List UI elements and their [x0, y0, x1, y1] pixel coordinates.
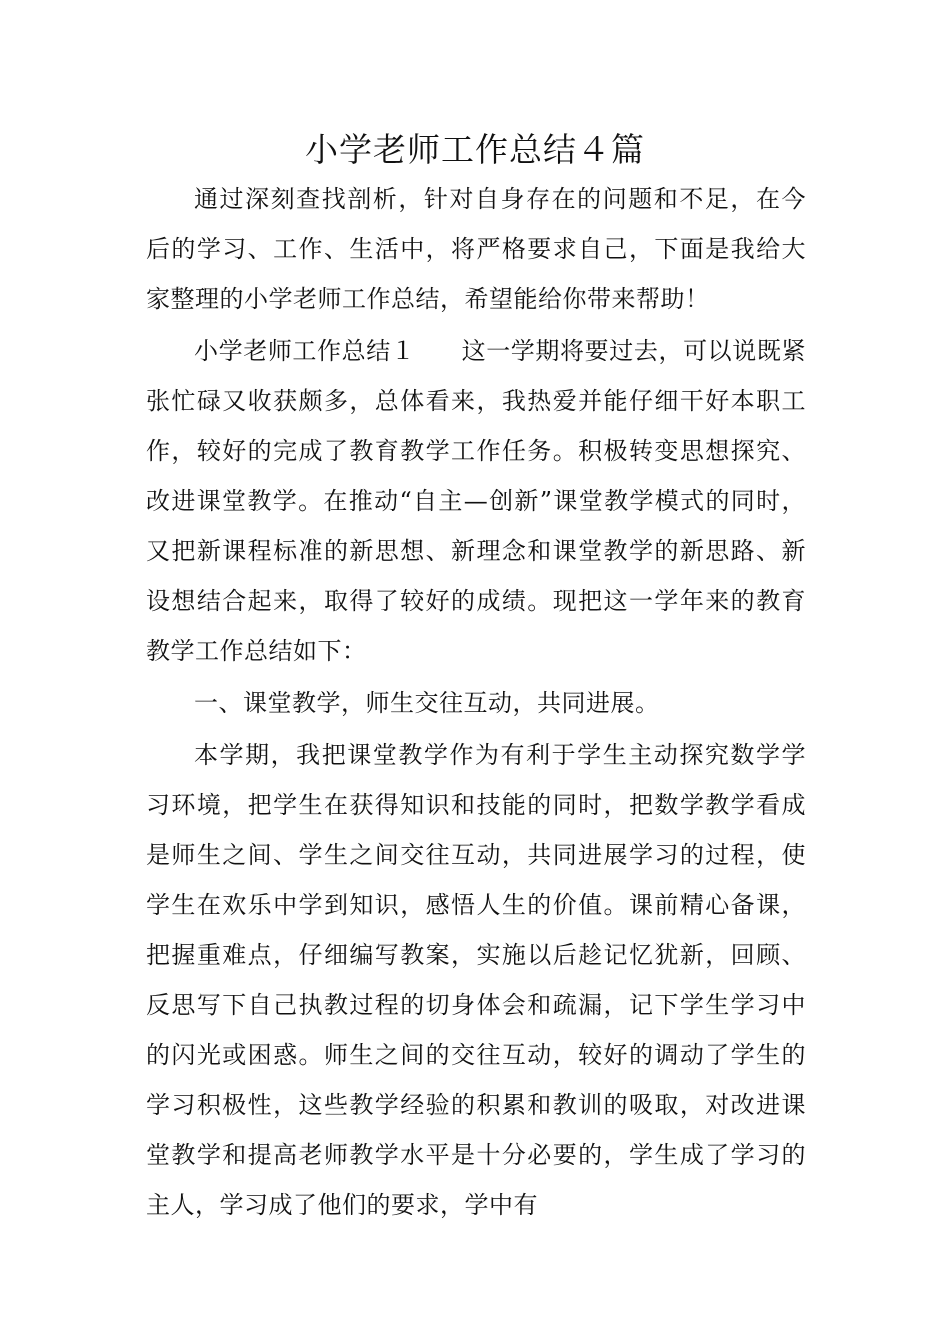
point-1-paragraph: 本学期，我把课堂教学作为有利于学生主动探究数学学习环境，把学生在获得知识和技能的同时，把数学教学看成是师生之间、学生之间交往互动，共同进展学习的过程，使学生在欢乐中学到知识，感悟人生的价值。课前精心备课，把握重难点，仔细编写教案，实施以后趁记忆犹新，回顾、反思写下自己执教过程的切身体会和疏漏，记下学生学习中的闪光或困惑。师生之间的交往互动，较好的调动了学生的学习积极性，这些教学经验的积累和教训的吸取，对改进课堂教学和提高老师教学水平是十分必要的，学生成了学习的主人，学习成了他们的要求，学中有 — [146, 741, 806, 1219]
intro-paragraph: 通过深刻查找剖析，针对自身存在的问题和不足，在今后的学习、工作、生活中，将严格要求自己，下面是我给大家整理的小学老师工作总结，希望能给你带来帮助！ — [146, 185, 806, 313]
point-1-heading: 一、课堂教学，师生交往互动，共同进展。 — [194, 689, 660, 717]
document-title: 小学老师工作总结４篇 — [305, 130, 645, 169]
section-1-text: 这一学期将要过去，可以说既紧张忙碌又收获颇多，总体看来，我热爱并能仔细干好本职工作，较好的完成了教育教学工作任务。积极转变思想探究、改进课堂教学。在推动“自主—创新”课堂教学模式的同时，又把新课程标准的新思想、新理念和课堂教学的新思路、新设想结合起来，取得了较好的成绩。现把这一学年来的教育教学工作总结如下： — [146, 337, 807, 665]
section-1-paragraph — [146, 326, 806, 676]
document-body — [146, 174, 806, 1230]
section-1-heading: 小学老师工作总结１ — [194, 337, 416, 365]
